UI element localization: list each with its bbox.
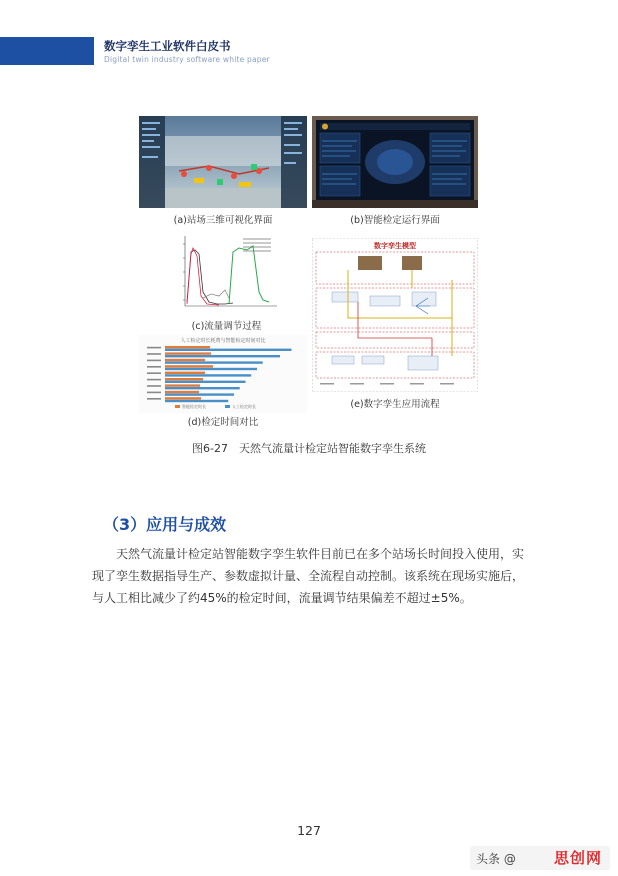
- figure-a-image: [139, 116, 307, 208]
- figure-d-bar-manual: [165, 355, 280, 357]
- figure-d-bar-manual: [165, 381, 246, 383]
- figure-d-row-label: [147, 366, 161, 368]
- watermark: [470, 846, 610, 870]
- figure-d-bar-smart: [165, 346, 210, 348]
- body-line-1: 天然气流量计检定站智能数字孪生软件目前已在多个站场长时间投入使用，实: [116, 547, 525, 561]
- figure-d-row-label: [147, 347, 161, 349]
- figure-b-caption: (b)智能检定运行界面: [350, 215, 440, 226]
- figure-d-row-label: [147, 360, 161, 362]
- figure-d-row-label: [147, 379, 161, 381]
- header-subtitle: Digital twin industry software white paper: [104, 55, 270, 64]
- watermark-text: 头条 @: [476, 852, 516, 866]
- figure-d-bar-manual: [165, 374, 251, 376]
- figure-c-caption: (c)流量调节过程: [191, 321, 262, 332]
- figure-caption: 图6-27 天然气流量计检定站智能数字孪生系统: [192, 442, 426, 455]
- figure-d-bar-smart: [165, 365, 213, 367]
- figure-d-bar-smart: [165, 352, 211, 354]
- figure-e-diagram: [312, 238, 478, 392]
- figure-d-bar-manual: [165, 368, 257, 370]
- figure-d-bar-smart: [165, 391, 199, 393]
- figure-c-chart: [173, 232, 280, 318]
- figure-d-bar-smart: [165, 378, 203, 380]
- header-accent-bar: [0, 37, 94, 65]
- body-line-3: 与人工相比减少了约45%的检定时间，流量调节结果偏差不超过±5%。: [92, 591, 472, 605]
- figure-d-bar-smart: [165, 359, 205, 361]
- section-heading: （3）应用与成效: [103, 515, 227, 534]
- figure-d-row-label: [147, 353, 161, 355]
- figure-d-legend-smart: 智能检定时长: [182, 404, 206, 409]
- watermark-logo: 思创网: [553, 849, 602, 867]
- figure-d-row-label: [147, 385, 161, 387]
- figure-d-bar-manual: [165, 387, 240, 389]
- figure-d-caption: (d)检定时间对比: [187, 417, 259, 428]
- figure-b-image: [312, 116, 478, 208]
- page-number: 127: [297, 823, 321, 838]
- figure-d-bar-smart: [165, 372, 205, 374]
- figure-d-chart-title: 人工检定时长耗费与智能检定时间对比: [180, 338, 266, 344]
- figure-a-caption: (a)站场三维可视化界面: [173, 215, 273, 226]
- figure-d-bar-manual: [165, 400, 228, 402]
- body-paragraph: [92, 543, 532, 609]
- header-title: 数字孪生工业软件白皮书: [104, 39, 231, 53]
- figure-d-row-label: [147, 398, 161, 400]
- figure-e-title: 数字孪生模型: [374, 242, 416, 250]
- figure-d-row-label: [147, 392, 161, 394]
- figure-d-bar-smart: [165, 384, 200, 386]
- figure-d-bar-manual: [165, 393, 234, 395]
- figure-d-row-label: [147, 372, 161, 374]
- figure-d-bar-manual: [165, 349, 292, 351]
- figure-e-caption: (e)数字孪生应用流程: [350, 399, 440, 410]
- figure-d-bar-manual: [165, 361, 263, 363]
- body-line-2: 现了孪生数据指导生产、参数虚拟计量、全流程自动控制。该系统在现场实施后，: [92, 569, 525, 583]
- figure-d-legend-manual: 人工检定时长: [232, 404, 256, 409]
- figure-d-chart: [139, 335, 307, 413]
- figure-d-bar-smart: [165, 397, 201, 399]
